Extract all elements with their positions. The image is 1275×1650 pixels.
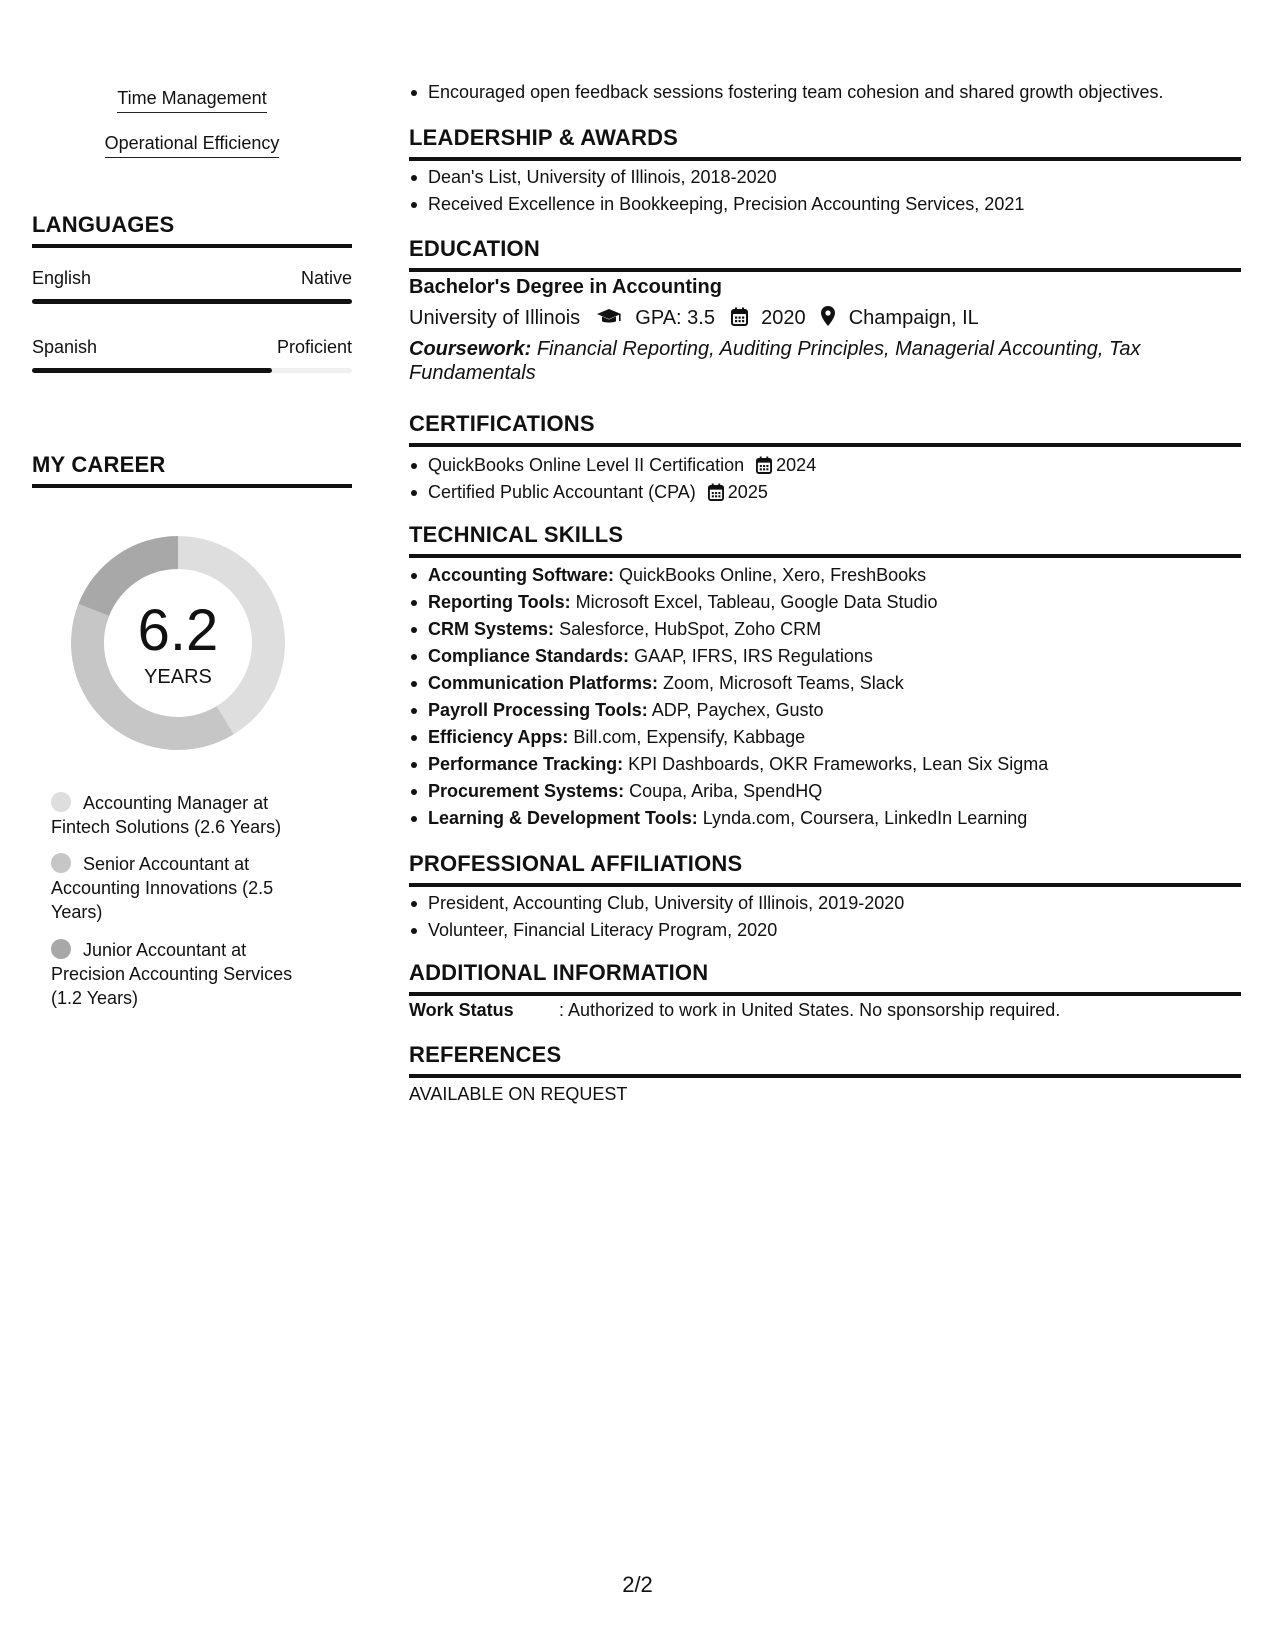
legend-label: Junior Accountant at Precision Accounting Services (1.2 Years)	[51, 940, 293, 1008]
leadership-list	[409, 165, 1241, 219]
list-item: Received Excellence in Bookkeeping, Precision Accounting Services, 2021	[409, 192, 1241, 219]
calendar-icon	[756, 456, 772, 480]
work-status-row	[409, 1000, 1060, 1021]
coursework	[409, 337, 1189, 385]
technical-skills-list	[409, 563, 1241, 833]
coursework-list: Financial Reporting, Auditing Principles, Managerial Accounting, Tax Fundamentals	[409, 338, 1141, 384]
references-heading: REFERENCES	[409, 1042, 1241, 1078]
language-name: Spanish	[32, 337, 98, 357]
skill-category: Performance Tracking:	[428, 754, 624, 774]
graduation-year: 2020	[761, 307, 806, 329]
skill-category: Compliance Standards:	[428, 646, 630, 666]
references-text: AVAILABLE ON REQUEST	[409, 1084, 628, 1104]
certification-name: Certified Public Accountant (CPA)	[428, 482, 696, 502]
school-name: University of Illinois	[409, 307, 581, 329]
skill-category: Payroll Processing Tools:	[428, 700, 648, 720]
skill-values: Lynda.com, Coursera, LinkedIn Learning	[702, 808, 1028, 828]
language-proficiency-fill	[32, 299, 352, 304]
degree-title: Bachelor's Degree in Accounting	[409, 276, 722, 298]
skill-values: KPI Dashboards, OKR Frameworks, Lean Six Sigma	[628, 754, 1049, 774]
certification-year: 2024	[776, 455, 817, 475]
education-heading: EDUCATION	[409, 236, 1241, 272]
list-item: Volunteer, Financial Literacy Program, 2020	[409, 918, 1241, 945]
language-proficiency-bar	[32, 368, 352, 373]
certification-year: 2025	[727, 482, 768, 502]
list-item: President, Accounting Club, University of Illinois, 2019-2020	[409, 891, 1241, 918]
skill-category: Learning & Development Tools:	[428, 808, 698, 828]
calendar-icon	[708, 483, 724, 507]
calendar-icon	[731, 307, 748, 332]
skill-values: Bill.com, Expensify, Kabbage	[573, 727, 806, 747]
list-item	[409, 725, 1241, 752]
skill-category: CRM Systems:	[428, 619, 555, 639]
leadership-heading: LEADERSHIP & AWARDS	[409, 125, 1241, 161]
education-details	[409, 306, 979, 332]
list-item	[409, 644, 1241, 671]
skill-values: GAAP, IFRS, IRS Regulations	[634, 646, 873, 666]
career-total-unit: YEARS	[144, 666, 212, 688]
list-item	[409, 671, 1241, 698]
affiliations-list	[409, 891, 1241, 945]
technical-skills-heading: TECHNICAL SKILLS	[409, 522, 1241, 558]
legend-dot	[51, 853, 71, 873]
list-item	[409, 617, 1241, 644]
list-item	[409, 453, 1241, 480]
additional-info-heading: ADDITIONAL INFORMATION	[409, 960, 1241, 996]
list-item	[409, 806, 1241, 833]
skill-tag-label: Operational Efficiency	[105, 133, 280, 158]
skill-values: QuickBooks Online, Xero, FreshBooks	[619, 565, 927, 585]
list-item	[409, 590, 1241, 617]
work-status-value: : Authorized to work in United States. No sponsorship required.	[559, 1000, 1061, 1020]
location-pin-icon	[821, 306, 835, 332]
career-total	[65, 530, 291, 756]
list-item	[409, 752, 1241, 779]
language-proficiency-fill	[32, 368, 272, 373]
skill-values: Microsoft Excel, Tableau, Google Data Studio	[575, 592, 938, 612]
certification-name: QuickBooks Online Level II Certification	[428, 455, 745, 475]
gpa: GPA: 3.5	[635, 307, 715, 329]
skill-values: ADP, Paychex, Gusto	[651, 700, 824, 720]
career-legend-item	[51, 938, 321, 1010]
skill-category: Reporting Tools:	[428, 592, 571, 612]
language-name: English	[32, 268, 92, 288]
skill-values: Zoom, Microsoft Teams, Slack	[663, 673, 904, 693]
coursework-label: Coursework:	[409, 338, 532, 360]
list-item	[409, 779, 1241, 806]
legend-label: Accounting Manager at Fintech Solutions (2.6 Years)	[51, 793, 282, 837]
career-legend-item	[51, 852, 321, 924]
skill-values: Salesforce, HubSpot, Zoho CRM	[559, 619, 822, 639]
graduation-cap-icon	[596, 308, 622, 332]
school-location: Champaign, IL	[848, 307, 979, 329]
language-level: Proficient	[276, 337, 352, 357]
legend-dot	[51, 939, 71, 959]
legend-label: Senior Accountant at Accounting Innovations (2.5 Years)	[51, 854, 274, 922]
experience-bullets	[409, 80, 1241, 107]
skill-tag	[32, 88, 352, 113]
career-heading: MY CAREER	[32, 452, 352, 488]
career-total-value: 6.2	[137, 598, 219, 663]
page-number: 2/2	[622, 1572, 653, 1597]
list-item: Encouraged open feedback sessions fostering team cohesion and shared growth objectives.	[409, 80, 1241, 107]
legend-dot	[51, 792, 71, 812]
skill-tag	[32, 133, 352, 158]
skill-values: Coupa, Ariba, SpendHQ	[629, 781, 823, 801]
list-item	[409, 698, 1241, 725]
certifications-heading: CERTIFICATIONS	[409, 411, 1241, 447]
skill-category: Efficiency Apps:	[428, 727, 569, 747]
skill-category: Procurement Systems:	[428, 781, 625, 801]
language-level: Native	[300, 268, 352, 288]
skill-tag-label: Time Management	[117, 88, 266, 113]
list-item	[409, 563, 1241, 590]
affiliations-heading: PROFESSIONAL AFFILIATIONS	[409, 851, 1241, 887]
career-legend-item	[51, 791, 321, 839]
list-item: Dean's List, University of Illinois, 2018-2020	[409, 165, 1241, 192]
certifications-list	[409, 453, 1241, 507]
work-status-label: Work Status	[409, 1000, 514, 1020]
skill-category: Accounting Software:	[428, 565, 615, 585]
skill-category: Communication Platforms:	[428, 673, 659, 693]
list-item	[409, 480, 1241, 507]
languages-heading: LANGUAGES	[32, 212, 352, 248]
language-proficiency-bar	[32, 299, 352, 304]
